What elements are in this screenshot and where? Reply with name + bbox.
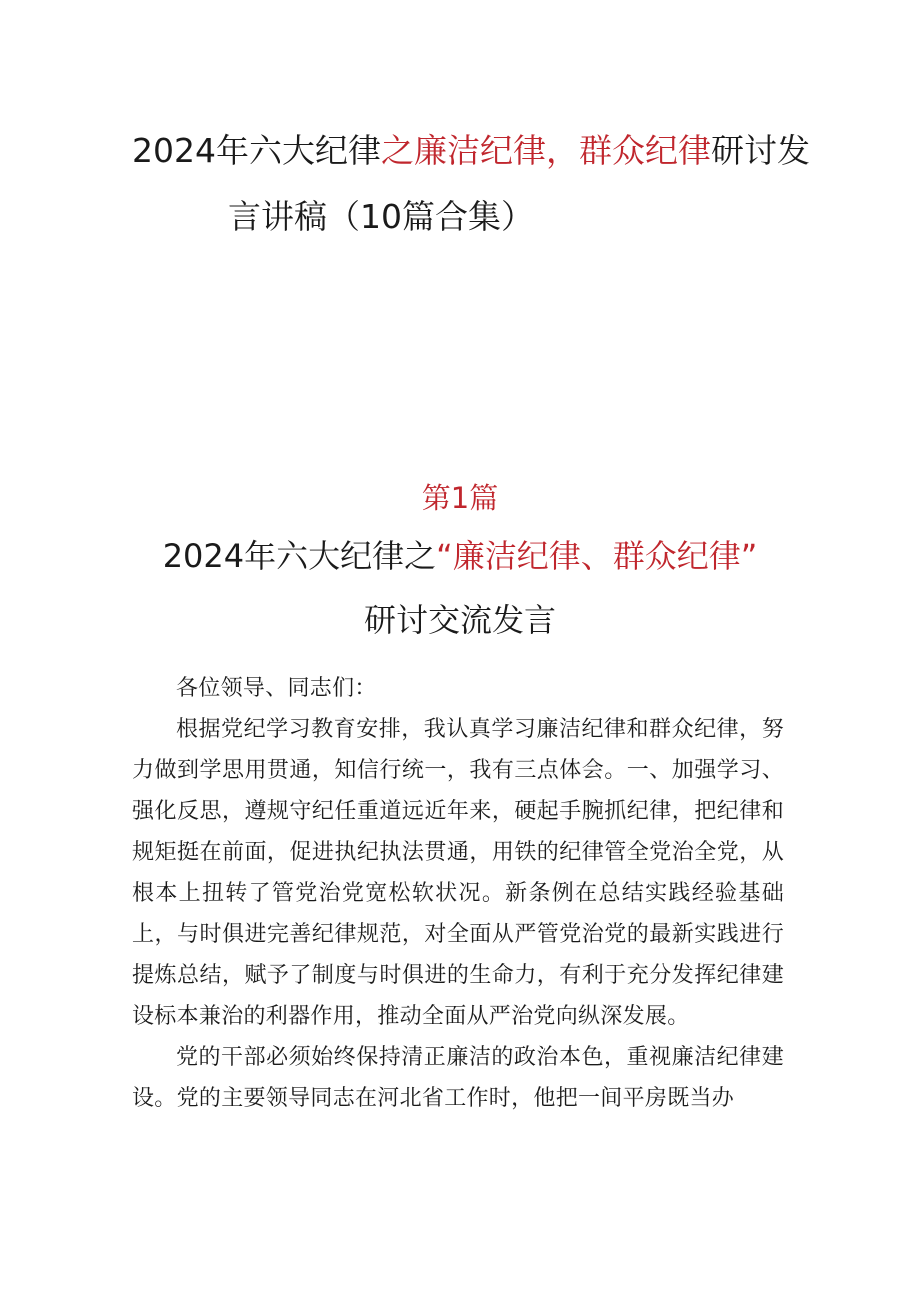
chapter-title-part-1: 2024年六大纪律之 — [162, 537, 437, 575]
chapter-label: 第1篇 — [421, 481, 499, 515]
title-part-2: 之廉洁纪律，群众纪律 — [380, 131, 711, 170]
body-paragraph: 根据党纪学习教育安排，我认真学习廉洁纪律和群众纪律，努力做到学思用贯通，知信行统一，我有三点体会。一、加强学习、强化反思，遵规守纪任重道远近年来，硬起手腕抓纪律，把纪律和规矩挺在前面，促进执纪执法贯通，用铁的纪律管全党治全党，从根本上扭转了管党治党宽松软状况。新条例在总结实践经验基础上，与时俱进完善纪律规范，对全面从严管党治党的最新实践进行提炼总结，赋予了制度与时俱进的生命力，有利于充分发挥纪律建设标本兼治的利器作用，推动全面从严治党向纵深发展。 — [132, 717, 784, 1029]
body-paragraph: 党的干部必须始终保持清正廉洁的政治本色，重视廉洁纪律建设。党的主要领导同志在河北省工作时，他把一间平房既当办 — [132, 1045, 784, 1111]
body-text — [132, 668, 784, 1119]
title-part-1: 2024年六大纪律 — [132, 131, 381, 170]
chapter-title-part-2: “廉洁纪律、群众纪律” — [436, 537, 758, 575]
chapter-title — [0, 534, 920, 578]
document-title — [132, 122, 810, 246]
chapter-subtitle: 研讨交流发言 — [363, 601, 556, 639]
title-line-2: 言讲稿（10篇合集） — [228, 197, 534, 236]
title-part-3: 研讨发 — [710, 131, 810, 170]
salutation-paragraph: 各位领导、同志们： — [176, 676, 377, 701]
